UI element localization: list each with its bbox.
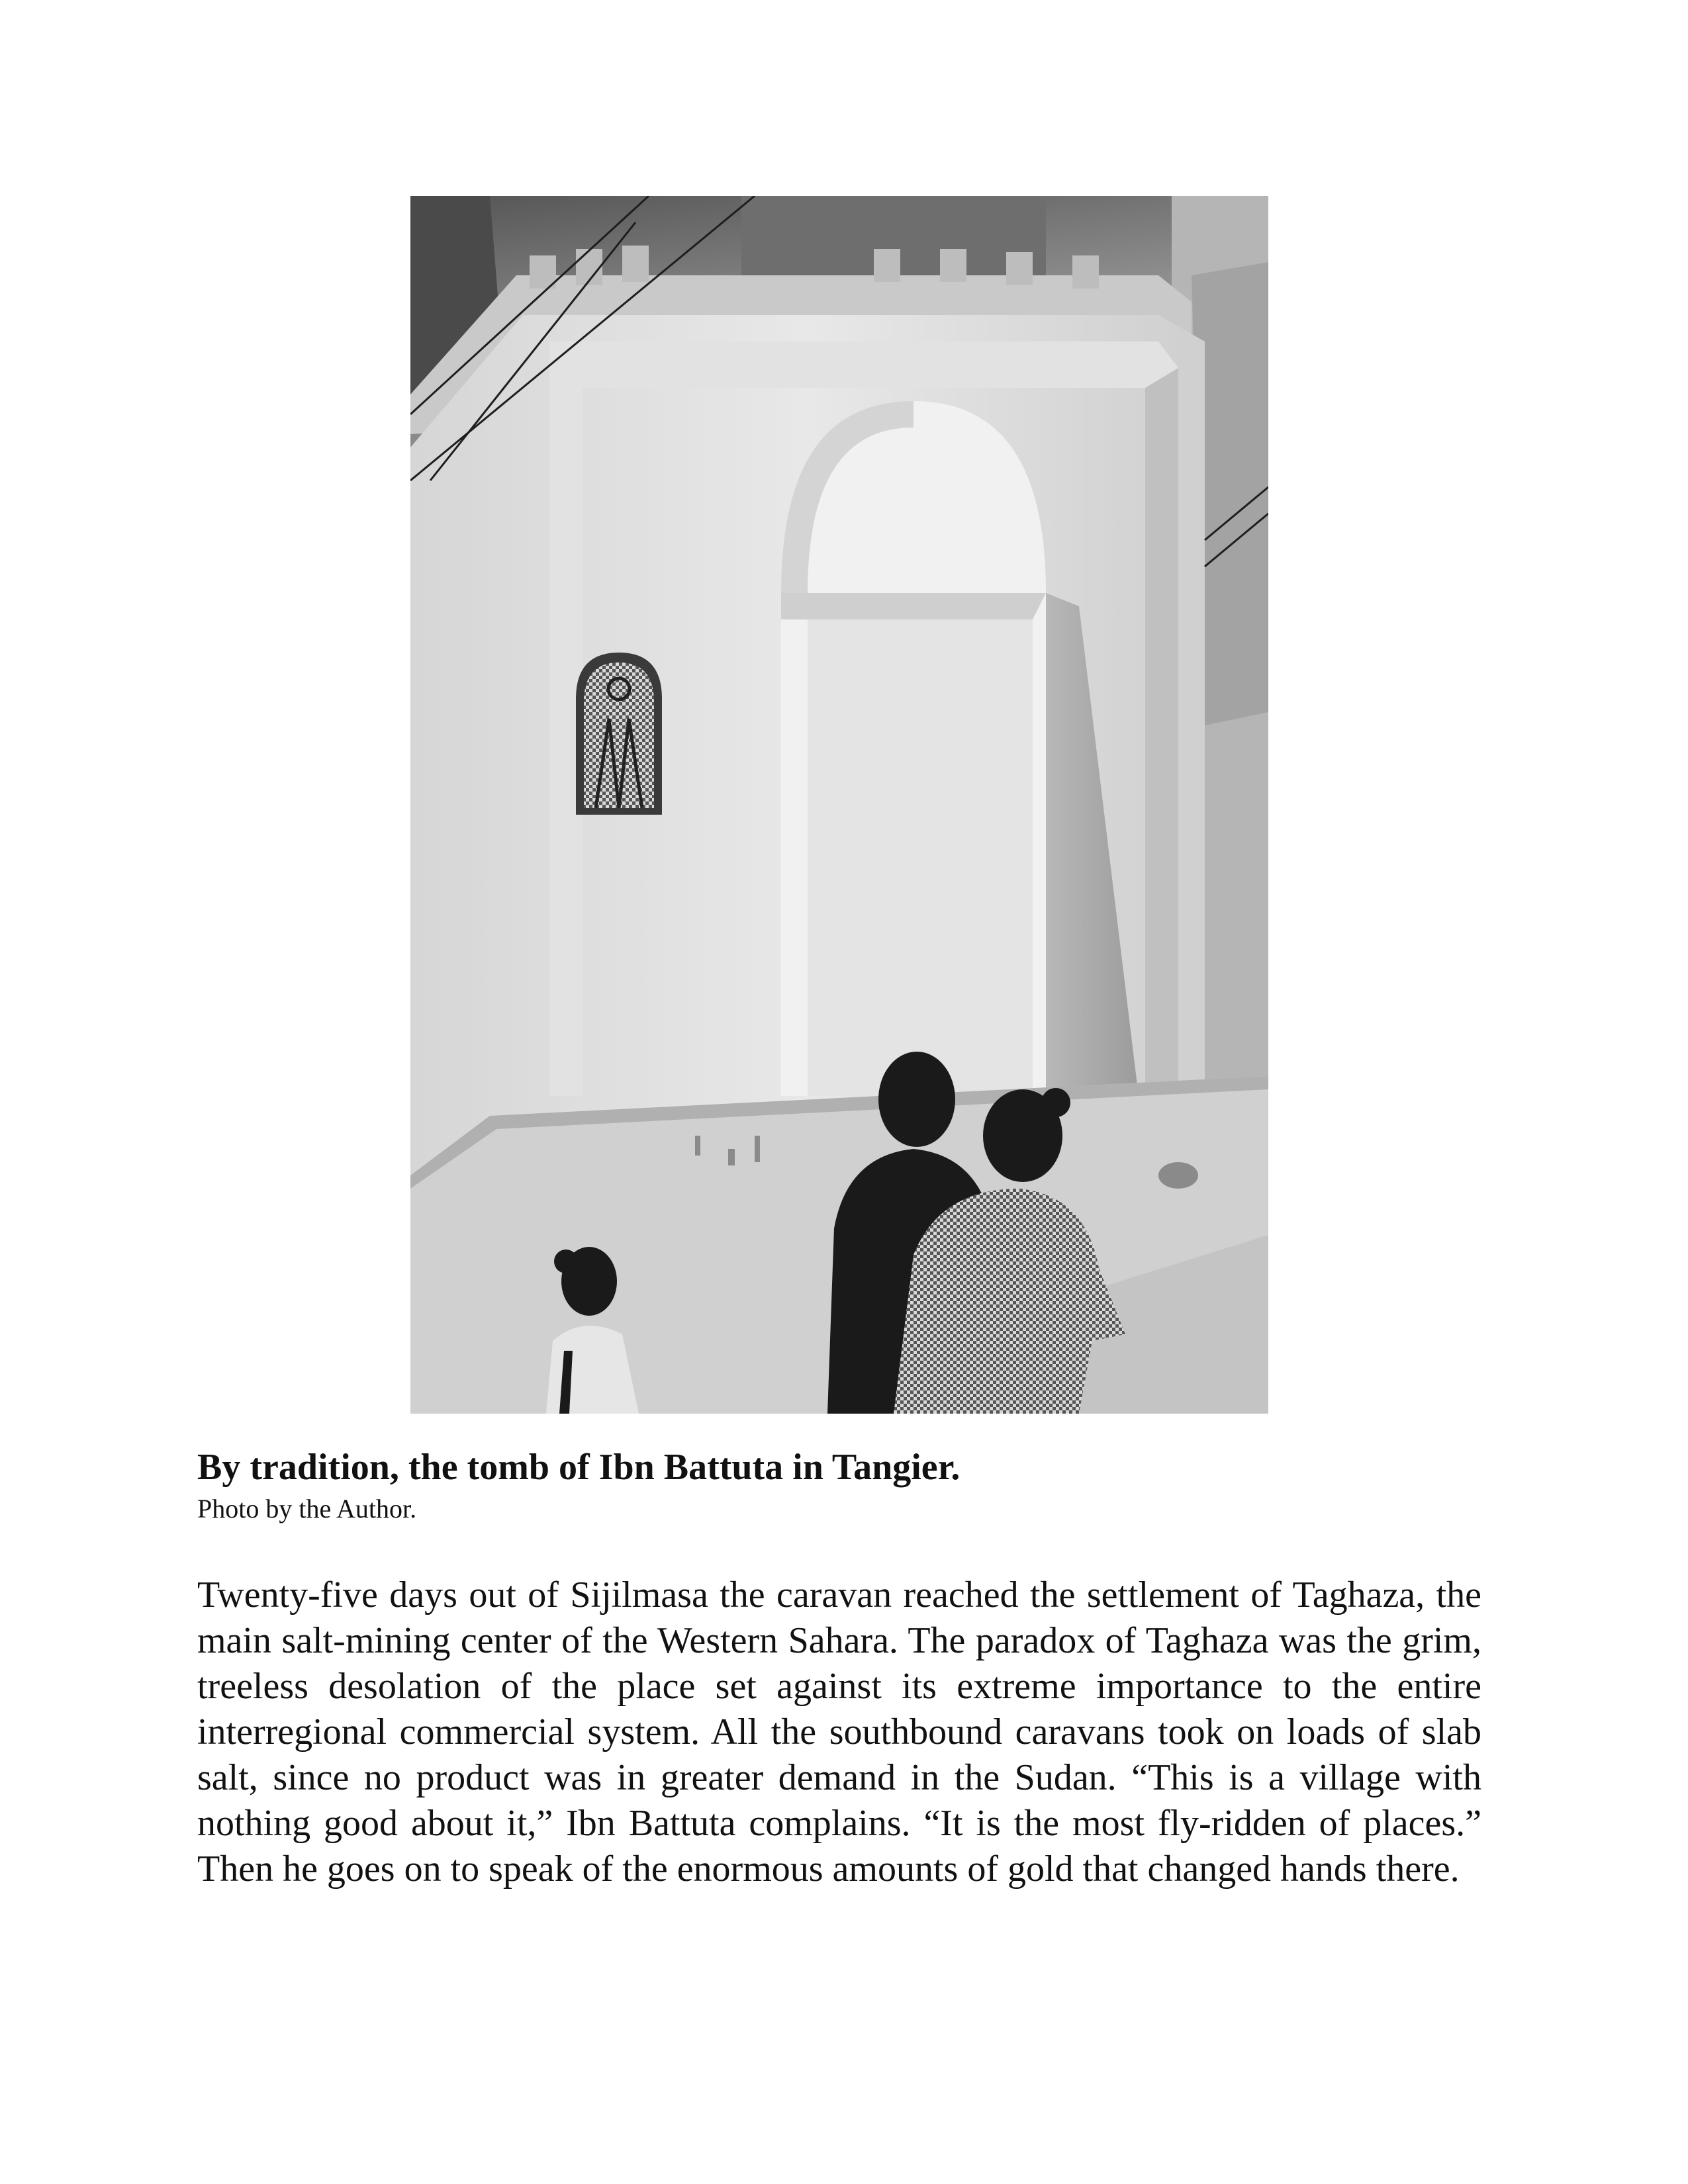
body-paragraph: Twenty-five days out of Sijilmasa the caravan reached the settlement of Taghaza, the main salt-mining center of the Western Sahara. The paradox of Taghaza was the grim, treeless desolation of the place set against its extreme importance to the entire interregional commercial system. All the southbound caravans took on loads of slab salt, since no product was in greater demand in the Sudan. “This is a village with nothing good about it,” Ibn Battuta complains. “It is the most fly-ridden of places.” Then he goes on to speak of the enormous amounts of gold that changed hands there. bbox=[197, 1574, 1481, 1889]
photo-credit: Photo by the Author. bbox=[197, 1494, 417, 1524]
figure-caption-title: By tradition, the tomb of Ibn Battuta in Tangier. bbox=[197, 1447, 961, 1488]
tomb-photograph bbox=[410, 196, 1268, 1414]
